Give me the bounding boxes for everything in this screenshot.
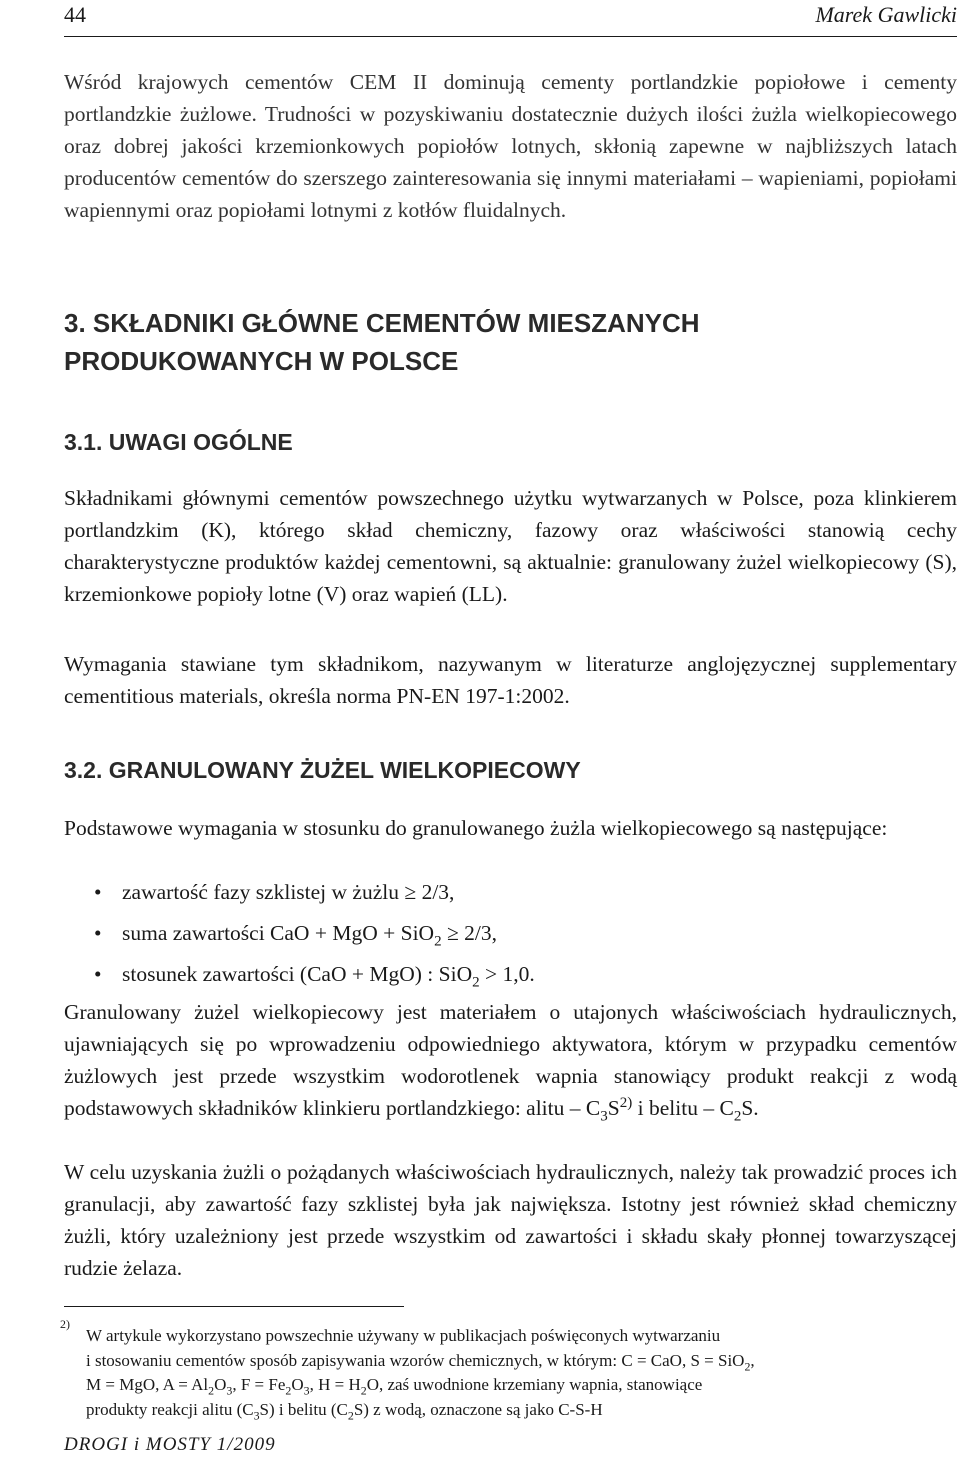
paragraph-granulation-process: W celu uzyskania żużli o pożądanych właściwościach hydraulicznych, należy tak prowadzić proces ich granulacji, aby zawartość fazy szklistej była jak największa. Istotny jest również skład chemiczny żużli, który uzależniony jest przede wszystkim od zawartości i składu skały płonnej towarzyszącej rudzie żelaza. [64, 1160, 957, 1280]
page-number: 44 [64, 2, 86, 27]
section-3-2-heading: 3.2. GRANULOWANY ŻUŻEL WIELKOPIECOWY [64, 757, 581, 783]
footnote-line: i stosowaniu cementów sposób zapisywania wzorów chemicznych, w którym: C = CaO, S = SiO$_2$, [86, 1350, 755, 1373]
list-item: • stosunek zawartości (CaO + MgO) : SiO$_2$ > 1,0. [94, 958, 954, 999]
section-3-heading-line2: PRODUKOWANYCH W POLSCE [64, 346, 459, 376]
section-3-1-heading: 3.1. UWAGI OGÓLNE [64, 429, 293, 455]
footnote-line: produkty reakcji alitu $(C_3S)$ i belitu $(C_2S)$ z wodą, oznaczone są jako C-S-H [86, 1399, 603, 1422]
paragraph-slag-requirements-intro: Podstawowe wymagania w stosunku do granulowanego żużla wielkopiecowego są następujące: [64, 816, 888, 840]
footnote-reference[interactable]: 2) [619, 1094, 633, 1111]
section-3-heading-line1: 3. SKŁADNIKI GŁÓWNE CEMENTÓW MIESZANYCH [64, 308, 700, 338]
bullet-icon: • [94, 962, 102, 986]
journal-footer: DROGI i MOSTY 1/2009 [64, 1434, 276, 1455]
bullet-icon: • [94, 880, 102, 904]
list-item: • zawartość fazy szklistej w żużlu ≥ 2/3, [94, 876, 954, 917]
footnote-line: W artykule wykorzystano powszechnie używany w publikacjach poświęconych wytwarzaniu [86, 1326, 721, 1345]
list-item: • suma zawartości CaO + MgO + SiO$_2$ ≥ 2/3, [94, 917, 954, 958]
footnote: 2) W artykule wykorzystano powszechnie używany w publikacjach poświęconych wytwarzaniu i stosowaniu cementów sposób zapisywania wzorów chemicznych, w którym: C = CaO, S = SiO$_2$, M = MgO, $A = Al_2O_3$, $F = Fe_2O_3$, $H = H_2O$, zaś uwodnione krzemiany wapnia, stanowiące produkty reakcji alitu $(C_3S)$ i belitu $(C_2S)$ z wodą, oznaczone są jako C-S-H [64, 1324, 957, 1422]
section-3-heading [64, 304, 957, 380]
paragraph-cem-ii: Wśród krajowych cementów CEM II dominują cementy portlandzkie popiołowe i cementy portlandzkie żużlowe. Trudności w pozyskiwaniu dostatecznie dużych ilości żużla wielkopiecowego oraz dobrej jakości krzemionkowych popiołów lotnych, skłonią zapewne w najbliższych latach producentów cementów do szerszego zainteresowania się innymi materiałami – wapieniami, popiołami wapiennymi oraz popiołami lotnymi z kotłów fluidalnych. [64, 70, 957, 222]
slag-requirements-list [94, 876, 954, 999]
paragraph-main-components: Składnikami głównymi cementów powszechnego użytku wytwarzanych w Polsce, poza klinkierem portlandzkim (K), którego skład chemiczny, fazowy oraz właściwości stanowią cechy charakterystyczne produktów każdej cementowni, są aktualnie: granulowany żużel wielkopiecowy (S), krzemionkowe popioły lotne (V) oraz wapień (LL). [64, 486, 957, 606]
footnote-line: M = MgO, $A = Al_2O_3$, $F = Fe_2O_3$, $H = H_2O$, zaś uwodnione krzemiany wapnia, stanowiące [86, 1375, 703, 1398]
running-author: Marek Gawlicki [815, 2, 957, 27]
running-header [64, 0, 957, 37]
paragraph-granulated-slag: Granulowany żużel wielkopiecowy jest materiałem o utajonych właściwościach hydraulicznych, ujawniających się po wprowadzeniu odpowiedniego aktywatora, którym w przypadku cementów żużlowych jest przede wszystkim wodorotlenek wapnia stanowiący produkt reakcji z wodą podstawowych składników klinkieru portlandzkiego: alitu – $C_3S^{2)}$ i belitu – $C_2S$. [64, 1000, 957, 1125]
bullet-icon: • [94, 921, 102, 945]
page [60, 0, 957, 1458]
footnote-divider [64, 1306, 404, 1307]
paragraph-requirements: Wymagania stawiane tym składnikom, nazywanym w literaturze anglojęzycznej supplementary cementitious materials, określa norma PN-EN 197-1:2002. [64, 652, 957, 708]
footnote-text [86, 1324, 957, 1422]
